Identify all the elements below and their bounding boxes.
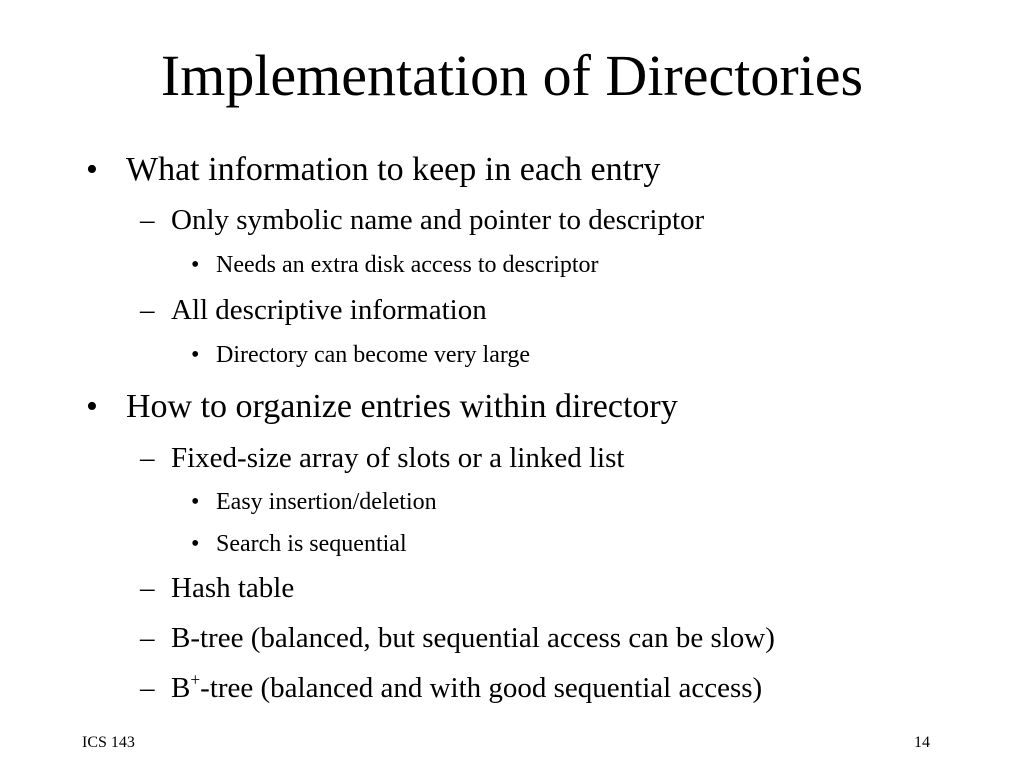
bullet-text: Only symbolic name and pointer to descriptor — [171, 204, 705, 236]
bullet-text: Needs an extra disk access to descriptor — [216, 252, 599, 278]
bullet-text: Directory can become very large — [216, 342, 531, 368]
bplus-suffix: -tree (balanced and with good sequential access) — [200, 672, 763, 704]
bullet-text: Search is sequential — [216, 531, 407, 557]
dash-marker: – — [140, 622, 155, 654]
dash-marker: – — [140, 204, 155, 236]
bullet-text: What information to keep in each entry — [126, 151, 661, 188]
dash-marker: – — [140, 672, 155, 704]
footer-page-number: 14 — [914, 734, 930, 751]
bullet-marker: • — [191, 489, 200, 515]
bullet-marker: • — [86, 151, 98, 188]
dash-marker: – — [140, 294, 155, 326]
bullet-text: Hash table — [171, 572, 295, 604]
superscript-plus: + — [190, 669, 201, 690]
dash-marker: – — [140, 442, 155, 474]
bullet-text — [171, 671, 762, 705]
bullet-text: Fixed-size array of slots or a linked list — [171, 442, 625, 474]
bullet-text: Easy insertion/deletion — [216, 489, 437, 515]
dash-marker: – — [140, 572, 155, 604]
bullet-marker: • — [191, 342, 200, 368]
bullet-marker: • — [191, 252, 200, 278]
bullet-text: All descriptive information — [171, 294, 487, 326]
slide-title: Implementation of Directories — [160, 43, 864, 108]
bullet-marker: • — [191, 531, 200, 557]
bullet-text: B-tree (balanced, but sequential access can be slow) — [171, 622, 775, 654]
bplus-prefix: B — [171, 672, 191, 704]
footer-course: ICS 143 — [82, 734, 135, 751]
bullet-marker: • — [86, 388, 98, 425]
bullet-text: How to organize entries within directory — [126, 388, 678, 425]
